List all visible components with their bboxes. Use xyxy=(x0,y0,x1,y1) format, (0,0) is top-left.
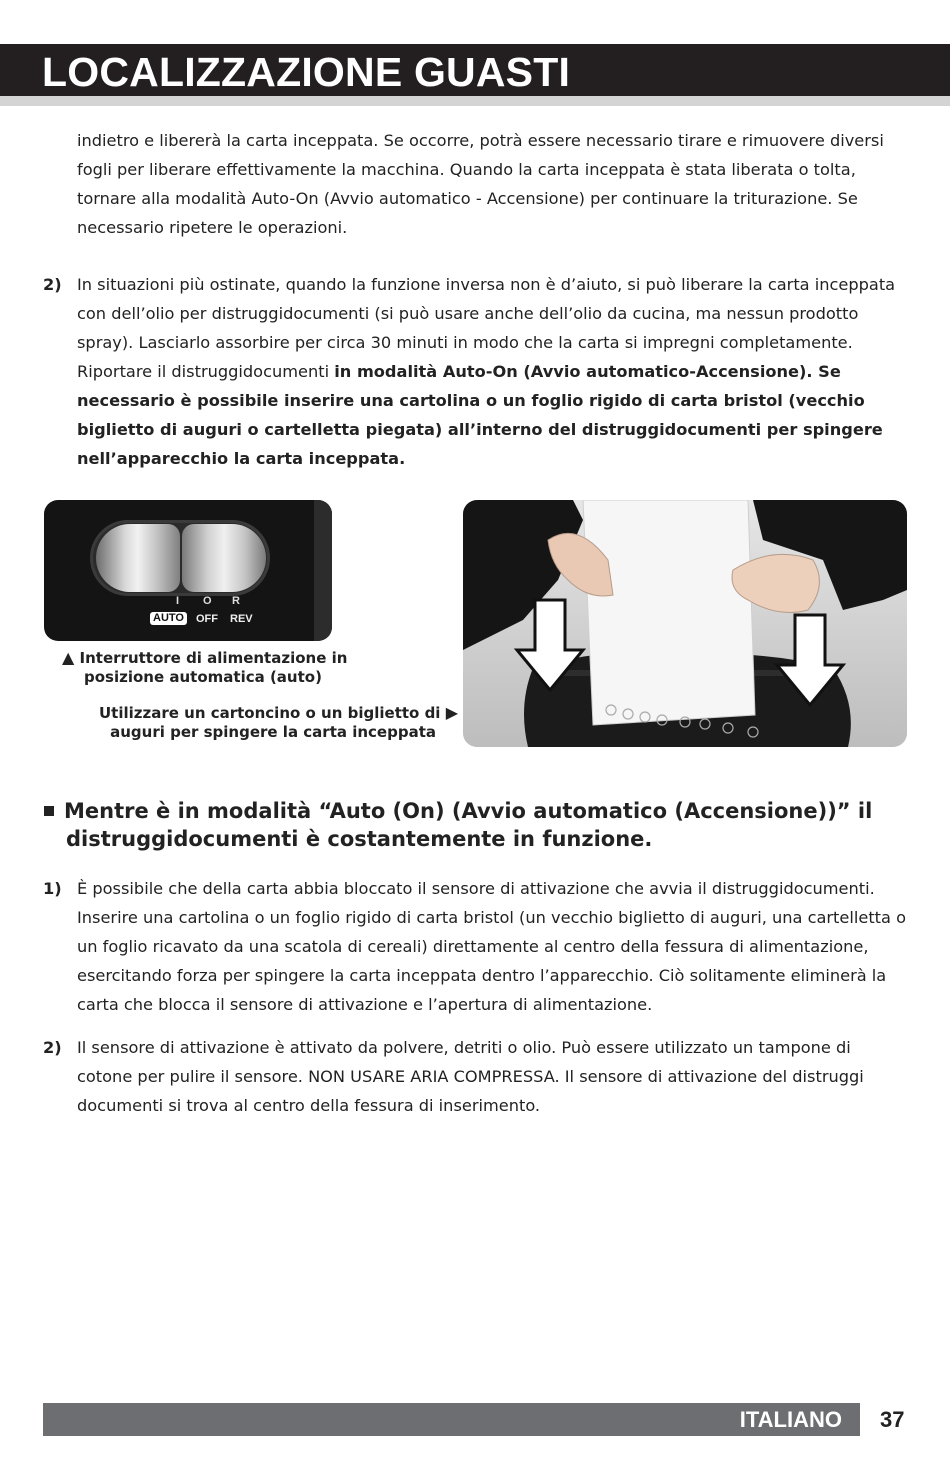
shredder-photo xyxy=(463,500,907,747)
intro-paragraph: indietro e libererà la carta inceppata. Se occorre, potrà essere necessario tirare e rimuovere diversi fogli per liberare effettivamente la macchina. Quando la carta inceppata è stata liberata o tolta, tornare alla modalità Auto-On (Avvio automatico - Accensione) per continuare la triturazione. Se necessario ripetere le operazioni. xyxy=(77,131,884,237)
shredder-caption-line2: auguri per spingere la carta inceppata xyxy=(110,723,436,741)
step-1-text: È possibile che della carta abbia bloccato il sensore di attivazione che avvia il distruggidocumenti. Inserire una cartolina o un foglio rigido di carta bristol (un vecchio biglietto di auguri, una cartelletta o un foglio ricavato da una scatola di cereali) direttamente al centro della fessura di alimentazione, esercitando forza per spingere la carta inceppata dentro l’apparecchio. Ciò solitamente eliminerà la carta che blocca il sensore di attivazione e l’apertura di alimentazione. xyxy=(77,879,906,1014)
power-switch-photo xyxy=(44,500,332,641)
label-off: OFF xyxy=(196,613,218,625)
switch-caption xyxy=(62,648,382,687)
square-bullet-icon xyxy=(44,806,54,816)
page-title: LOCALIZZAZIONE GUASTI xyxy=(42,49,571,95)
step-2-top-number: 2) xyxy=(43,275,62,294)
label-auto: AUTO xyxy=(150,612,187,625)
symbol-on: I xyxy=(176,595,180,607)
label-rev: REV xyxy=(230,613,253,625)
shredder-caption xyxy=(60,703,458,742)
switch-caption-line1: Interruttore di alimentazione in xyxy=(79,649,348,667)
triangle-up-icon: ▲ xyxy=(62,648,75,667)
page-number: 37 xyxy=(880,1407,905,1432)
section-heading xyxy=(44,797,904,853)
footer-bar xyxy=(43,1403,860,1436)
shredder-illustration xyxy=(463,500,907,747)
rocker-left-half xyxy=(96,524,180,592)
section-heading-line2: distruggidocumenti è costantemente in funzione. xyxy=(66,827,653,851)
step-2-number: 2) xyxy=(43,1038,62,1057)
paper-sheet xyxy=(583,500,755,725)
triangle-right-icon: ▶ xyxy=(445,703,458,722)
shredder-caption-line1: Utilizzare un cartoncino o un biglietto di xyxy=(98,704,441,722)
switch-panel-edge xyxy=(314,500,332,641)
switch-caption-line2: posizione automatica (auto) xyxy=(84,668,322,686)
step-1 xyxy=(43,874,909,1019)
rocker-switch xyxy=(90,520,270,596)
step-2-text: Il sensore di attivazione è attivato da polvere, detriti o olio. Può essere utilizzato un tampone di cotone per pulire il sensore. NON USARE ARIA COMPRESSA. Il sensore di attivazione del distruggi documenti si trova al centro della fessura di inserimento. xyxy=(77,1038,864,1115)
section-heading-line1: Mentre è in modalità “Auto (On) (Avvio automatico (Accensione))” il xyxy=(64,799,873,823)
symbol-off: O xyxy=(203,595,212,607)
footer-language: ITALIANO xyxy=(739,1407,842,1432)
step-2-top-bold: in modalità Auto-On (Avvio automatico-Accensione). Se necessario è possibile inserire una cartolina o un foglio rigido di carta bristol (vecchio biglietto di auguri o cartelletta piegata) all’interno del distruggidocumenti per spingere nell’apparecchio la carta inceppata. xyxy=(77,362,883,468)
step-1-number: 1) xyxy=(43,879,62,898)
rocker-right-half xyxy=(182,524,266,592)
step-2 xyxy=(43,1033,909,1120)
step-2-top xyxy=(43,270,909,473)
symbol-rev: R xyxy=(232,595,240,607)
step-2-top-text: In situazioni più ostinate, quando la funzione inversa non è d’aiuto, si può liberare la carta inceppata con dell’olio per distruggidocumenti (si può usare anche dell’olio da cucina, ma nessun prodotto spray). Lasciarlo assorbire per circa 30 minuti in modo che la carta si impregni completamente. Riportare il distruggidocumenti xyxy=(77,275,896,381)
